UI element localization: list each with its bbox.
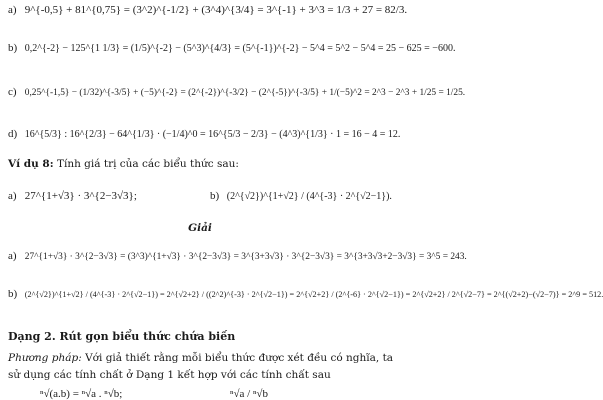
solution-label: b)	[8, 288, 18, 300]
solution-title: Giải	[188, 222, 212, 234]
task-label: a)	[8, 190, 17, 202]
line-label: c)	[8, 86, 17, 98]
line-label: b)	[8, 42, 18, 54]
line-text: 0,2^{-2} − 125^{1 1/3} = (1/5)^{-2} − (5^3)^{4/3} = (5^{-1})^{-2} − 5^4 = 5^2 − 5^4 = 25 − 625 = −600.	[24, 43, 456, 54]
method-paragraph	[8, 350, 394, 384]
line-a	[8, 4, 408, 16]
line-label: a)	[8, 4, 17, 16]
section-title: Dạng 2. Rút gọn biểu thức chứa biến	[8, 330, 236, 343]
line-b	[8, 42, 456, 54]
task-text: 27^{1+√3} · 3^{2−3√3};	[24, 190, 137, 202]
example-text: Tính giá trị của các biểu thức sau:	[56, 158, 239, 170]
solution-text: (2^{√2})^{1+√2} / (4^{-3} · 2^{√2−1}) = 2^{√2+2} / ((2^2)^{-3} · 2^{√2−1}) = 2^{√2+2} / (2^{-6} · 2^{√2−1}) = 2^{√2+2} / 2^{√2−7} = 2^{(√2+2)−(√2−7)} = 2^9 = 512.	[24, 290, 603, 299]
line-label: d)	[8, 128, 18, 140]
formula-right: ⁿ√a / ⁿ√b	[230, 388, 268, 400]
solution-text: 27^{1+√3} · 3^{2−3√3} = (3^3)^{1+√3} · 3^{2−3√3} = 3^{3+3√3} · 3^{2−3√3} = 3^{3+3√3+2−3√3} = 3^5 = 243.	[24, 252, 467, 262]
example-heading	[8, 158, 394, 170]
solution-a	[8, 250, 467, 262]
line-text: 16^{5/3} : 16^{2/3} − 64^{1/3} · (−1/4)^0 = 16^{5/3 − 2/3} − (4^3)^{1/3} · 1 = 16 − 4 = 12.	[24, 129, 401, 140]
task-label: b)	[210, 190, 220, 202]
solution-label: a)	[8, 250, 17, 262]
task-text: (2^{√2})^{1+√2} / (4^{-3} · 2^{√2−1}).	[226, 191, 392, 202]
method-text: Với giả thiết rằng mỗi biểu thức được xét đều có nghĩa, ta sử dụng các tính chất ở Dạng 1 kết hợp với các tính chất sau	[8, 352, 394, 381]
line-text: 0,25^{-1,5} − (1/32)^{-3/5} + (−5)^{-2} = (2^{-2})^{-3/2} − (2^{-5})^{-3/5} + 1/(−5)^2 = 2^3 − 2^3 + 1/25 = 1/25.	[24, 88, 466, 98]
line-d	[8, 128, 401, 140]
line-c	[8, 86, 466, 98]
solution-b	[8, 288, 603, 300]
line-text: 9^{-0,5} + 81^{0,75} = (3^2)^{-1/2} + (3^4)^{3/4} = 3^{-1} + 3^3 = 1/3 + 27 = 82/3.	[24, 4, 408, 16]
formula-left: ⁿ√(a.b) = ⁿ√a . ⁿ√b;	[40, 388, 123, 400]
method-label: Phương pháp:	[8, 352, 82, 364]
example-title: Ví dụ 8:	[8, 158, 54, 170]
task-b	[210, 190, 392, 202]
